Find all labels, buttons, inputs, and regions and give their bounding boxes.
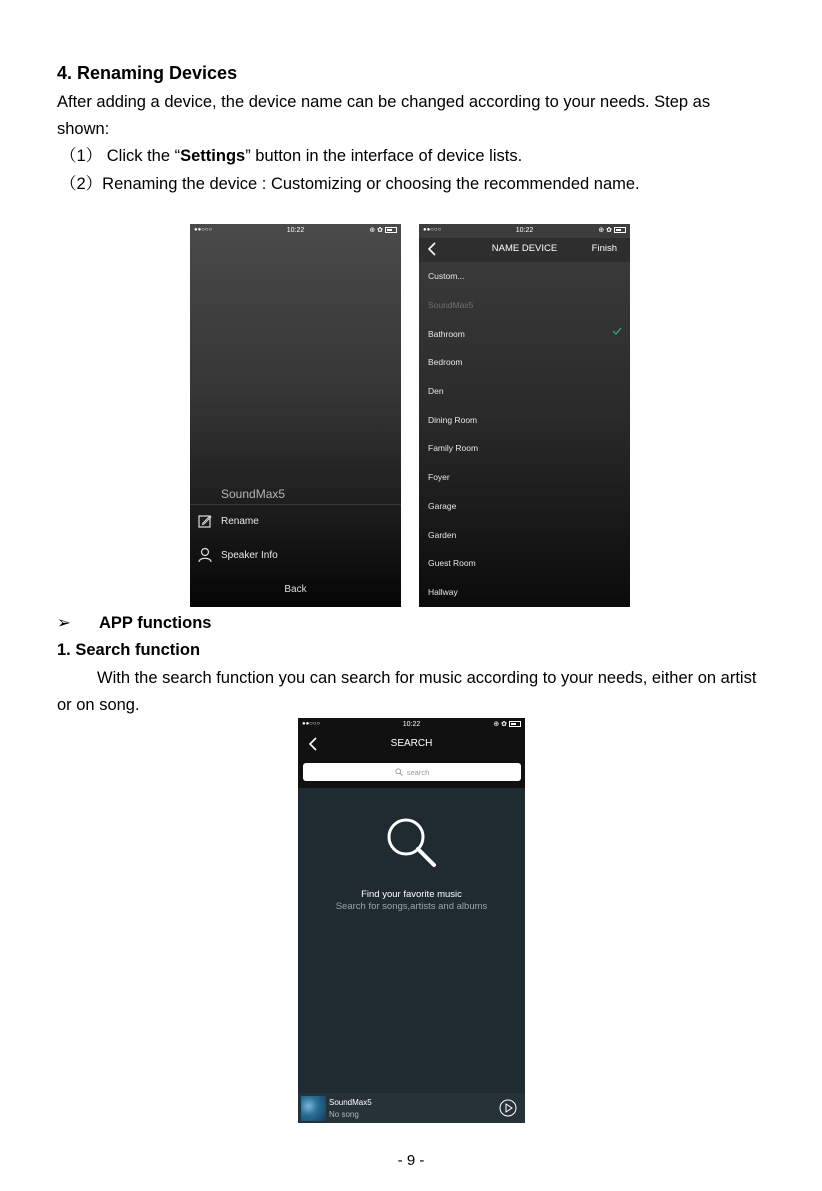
status-bar	[298, 718, 525, 732]
list-item-custom[interactable]	[419, 262, 630, 291]
item-label: Den	[428, 386, 444, 397]
step-1-prefix: （1） Click the “	[60, 147, 181, 165]
list-item-bedroom[interactable]	[419, 348, 630, 377]
item-label: Garden	[428, 529, 457, 540]
item-label: Guest Room	[428, 558, 476, 569]
search-input[interactable]	[303, 763, 521, 781]
search-icon	[395, 768, 403, 776]
device-name-label: SoundMax5	[221, 487, 286, 501]
rename-menu-item[interactable]	[198, 512, 259, 530]
app-functions-label: APP functions	[99, 614, 212, 632]
nav-bar	[419, 238, 630, 262]
search-header	[298, 718, 525, 788]
list-item-garden[interactable]	[419, 520, 630, 549]
list-item-hallway[interactable]	[419, 578, 630, 607]
edit-icon	[198, 514, 212, 528]
signal-icon: ●●○○○	[423, 227, 442, 233]
player-device-name: SoundMax5	[329, 1098, 372, 1107]
search-placeholder: search	[406, 767, 430, 777]
screen-title: SEARCH	[390, 738, 433, 749]
arrow-bullet-icon: ➢	[57, 614, 71, 632]
search-function-paragraph: With the search function you can search for music according to your needs, either on artist or on song.	[57, 669, 757, 714]
list-item-bathroom[interactable]	[419, 319, 630, 348]
intro-paragraph: After adding a device, the device name can be changed according to your needs. Step as shown:	[57, 93, 711, 138]
app-functions-heading	[57, 610, 211, 637]
status-time: 10:22	[515, 227, 534, 234]
item-label: Dining Room	[428, 414, 478, 425]
item-label: Foyer	[428, 472, 450, 483]
step-1-suffix: ” button in the interface of device lists.	[245, 147, 523, 165]
list-item-dining-room[interactable]	[419, 405, 630, 434]
battery-icon: ⊕ ✿	[598, 226, 626, 234]
list-item-guest-room[interactable]	[419, 549, 630, 578]
item-label: SoundMax5	[428, 300, 474, 311]
item-label: Family Room	[428, 443, 479, 454]
status-bar	[419, 224, 630, 238]
divider	[190, 504, 401, 505]
speaker-info-menu-item[interactable]	[198, 546, 278, 564]
name-device-screenshot	[419, 224, 630, 607]
device-settings-screenshot	[190, 224, 401, 607]
item-label: Hallway	[428, 586, 458, 597]
player-song: No song	[329, 1110, 359, 1119]
signal-icon: ●●○○○	[194, 227, 213, 233]
mini-player[interactable]	[298, 1093, 525, 1123]
album-art	[301, 1096, 326, 1121]
play-icon[interactable]	[499, 1099, 517, 1117]
status-time: 10:22	[402, 721, 421, 728]
search-icon	[385, 816, 437, 868]
name-options-list	[419, 262, 630, 606]
item-label: Custom...	[428, 271, 465, 282]
screen-title: NAME DEVICE	[491, 243, 558, 254]
search-function-heading: 1. Search function	[57, 641, 201, 659]
search-screenshot	[298, 718, 525, 1123]
rename-label: Rename	[221, 515, 259, 527]
step-2: （2）Renaming the device : Customizing or choosing the recommended name.	[60, 175, 640, 193]
battery-icon: ⊕ ✿	[369, 226, 397, 234]
speaker-info-label: Speaker Info	[221, 549, 278, 561]
settings-term: Settings	[180, 147, 246, 165]
empty-state-subtitle: Search for songs,artists and albums	[335, 901, 488, 912]
checkmark-icon	[612, 327, 622, 335]
page-number: - 9 -	[397, 1152, 425, 1169]
item-label: Garage	[428, 500, 457, 511]
status-bar	[190, 224, 401, 238]
step-1	[60, 143, 522, 170]
status-time: 10:22	[286, 227, 305, 234]
list-item-current-name	[419, 291, 630, 320]
back-button[interactable]: Back	[284, 584, 307, 595]
section-heading: 4. Renaming Devices	[57, 63, 238, 83]
list-item-foyer[interactable]	[419, 463, 630, 492]
empty-state-title: Find your favorite music	[361, 889, 462, 900]
item-label: Bedroom	[428, 357, 463, 368]
list-item-family-room[interactable]	[419, 434, 630, 463]
battery-icon: ⊕ ✿	[493, 720, 521, 728]
user-icon	[198, 547, 212, 563]
signal-icon: ●●○○○	[302, 721, 321, 727]
list-item-den[interactable]	[419, 377, 630, 406]
finish-button[interactable]: Finish	[591, 243, 617, 254]
item-label: Bathroom	[428, 328, 465, 339]
list-item-garage[interactable]	[419, 492, 630, 521]
